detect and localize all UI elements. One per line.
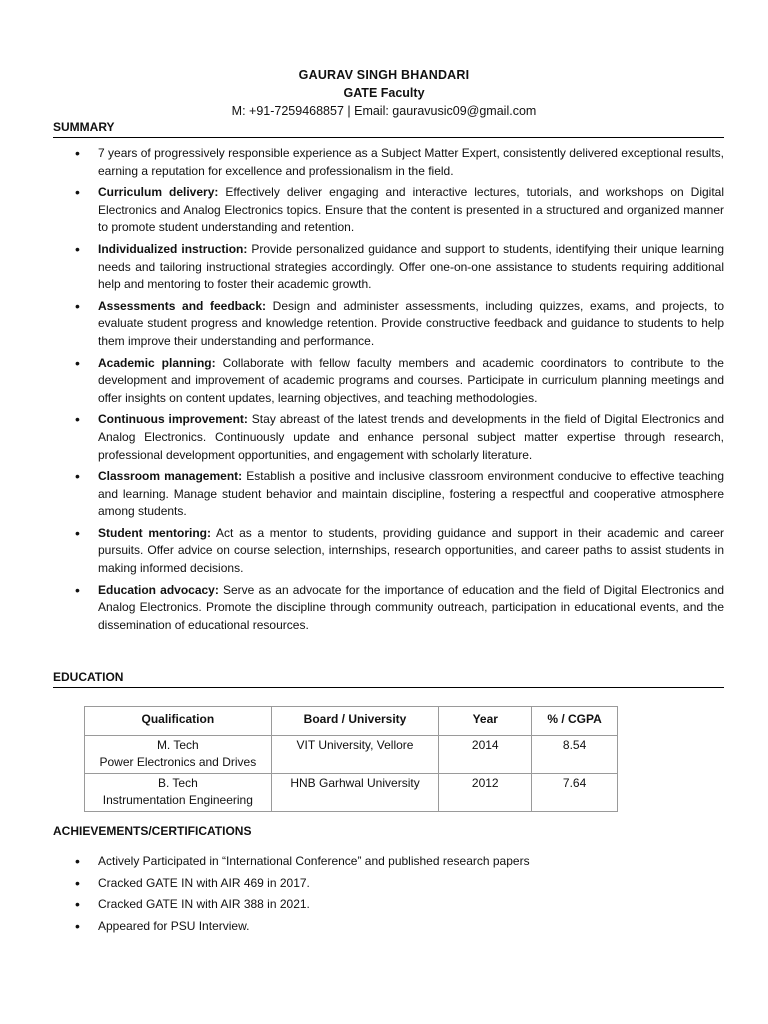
bullet-icon: • <box>75 411 80 428</box>
degree: B. Tech <box>157 776 198 790</box>
resume-header <box>0 66 768 120</box>
bullet-icon: • <box>75 896 80 912</box>
score-cell: 7.64 <box>532 774 618 812</box>
summary-list <box>53 145 724 638</box>
achievement-item <box>53 873 724 895</box>
table-row <box>85 736 618 774</box>
summary-item-title: Academic planning: <box>98 355 216 370</box>
summary-item-text: 7 years of progressively responsible experience as a Subject Matter Expert, consistently delivered exceptional results, earning a reputation for excellence and professionalism in the field. <box>98 146 724 178</box>
summary-item-title: Individualized instruction: <box>98 241 248 256</box>
summary-item-title: Continuous improvement: <box>98 412 248 427</box>
column-header: Qualification <box>85 707 272 736</box>
bullet-icon: • <box>75 468 80 485</box>
achievement-item <box>53 916 724 938</box>
bullet-icon: • <box>75 917 80 934</box>
bullet-icon: • <box>75 297 80 314</box>
achievement-item <box>53 894 724 916</box>
summary-item-text: Establish a positive and inclusive classroom environment conducive to effective teaching and learning. Manage student behavior and maintain discipline, fostering a respectful and cooperative atmosphere among students. <box>98 469 725 519</box>
achievement-text: Cracked GATE IN with AIR 388 in 2021. <box>98 897 310 911</box>
achievements-heading: ACHIEVEMENTS/CERTIFICATIONS <box>53 824 252 838</box>
summary-item <box>53 468 724 521</box>
bullet-icon: • <box>75 145 80 161</box>
summary-item <box>53 145 724 180</box>
bullet-icon: • <box>75 354 80 371</box>
summary-item-title: Curriculum delivery: <box>98 185 219 200</box>
summary-item <box>53 298 724 351</box>
summary-item-text: Serve as an advocate for the importance of education and the field of Digital Electronics and Analog Electronics. Promote the discipline through community outreach, participation in educational events, and the dissemination of educational resources. <box>98 582 724 632</box>
table-row <box>85 774 618 812</box>
summary-item <box>53 525 724 578</box>
education-table <box>84 706 618 812</box>
bullet-icon: • <box>75 524 80 541</box>
year-cell: 2014 <box>439 736 532 774</box>
qualification-cell <box>85 736 272 774</box>
degree-field: Instrumentation Engineering <box>102 793 253 807</box>
bullet-icon: • <box>75 240 80 257</box>
table-header-row <box>85 707 618 736</box>
achievement-text: Cracked GATE IN with AIR 469 in 2017. <box>98 875 310 890</box>
candidate-name: GAURAV SINGH BHANDARI <box>298 68 470 82</box>
bullet-icon: • <box>75 184 80 201</box>
achievement-text: Actively Participated in “International Conference” and published research papers <box>98 854 530 868</box>
achievements-list <box>53 851 724 937</box>
education-heading: EDUCATION <box>53 670 724 688</box>
column-header: Board / University <box>271 707 439 736</box>
summary-item-text: Stay abreast of the latest trends and developments in the field of Digital Electronics and Analog Electronics. Continuously update and enhance personal subject matter expertise through research, professional development opportunities, and engagement with scholarly literature. <box>98 412 724 462</box>
achievement-item <box>53 851 724 873</box>
summary-item-text: Act as a mentor to students, providing guidance and support in their academic and career pursuits. Offer advice on course selection, internships, research opportunities, and career paths to assist students in making informed decisions. <box>98 525 724 576</box>
board-cell: VIT University, Vellore <box>271 736 439 774</box>
summary-item-text: Design and administer assessments, including quizzes, exams, and projects, to evaluate student progress and knowledge retention. Provide constructive feedback and guidance to students to help them improve their understanding and performance. <box>98 298 725 348</box>
degree-field: Power Electronics and Drives <box>99 755 257 769</box>
summary-item-title: Student mentoring: <box>98 525 212 540</box>
summary-item-title: Classroom management: <box>98 469 243 484</box>
qualification-cell <box>85 774 272 812</box>
summary-item <box>53 411 724 464</box>
degree: M. Tech <box>156 738 199 752</box>
candidate-role: GATE Faculty <box>343 86 425 100</box>
board-cell: HNB Garhwal University <box>271 774 439 812</box>
achievement-text: Appeared for PSU Interview. <box>98 918 250 933</box>
year-cell: 2012 <box>439 774 532 812</box>
summary-item-text: Collaborate with fellow faculty members and academic coordinators to contribute to the development and improvement of academic programs and courses. Participate in curriculum planning meetings and offer insights on content updates, learning objectives, and teaching methodologies. <box>98 355 724 405</box>
summary-item <box>53 355 724 408</box>
bullet-icon: • <box>75 874 80 891</box>
summary-item <box>53 582 724 635</box>
summary-item-title: Assessments and feedback: <box>98 298 267 313</box>
summary-item-title: Education advocacy: <box>98 582 219 597</box>
score-cell: 8.54 <box>532 736 618 774</box>
contact-line: M: +91-7259468857 | Email: gauravusic09@gmail.com <box>231 104 537 118</box>
summary-item-text: Provide personalized guidance and support to students, identifying their unique learning needs and tailoring instructional strategies accordingly. Offer one-on-one assistance to students requiring additional help and mentoring to foster their academic growth. <box>98 241 725 292</box>
column-header: Year <box>439 707 532 736</box>
bullet-icon: • <box>75 853 80 869</box>
summary-item <box>53 184 724 237</box>
summary-heading: SUMMARY <box>53 120 724 138</box>
column-header: % / CGPA <box>532 707 618 736</box>
bullet-icon: • <box>75 581 80 598</box>
summary-item-text: Effectively deliver engaging and interactive lectures, tutorials, and workshops on Digital Electronics and Analog Electronics topics. Ensure that the content is presented in a structured and organized manner to promote student understanding and retention. <box>98 185 724 235</box>
summary-item <box>53 241 724 294</box>
